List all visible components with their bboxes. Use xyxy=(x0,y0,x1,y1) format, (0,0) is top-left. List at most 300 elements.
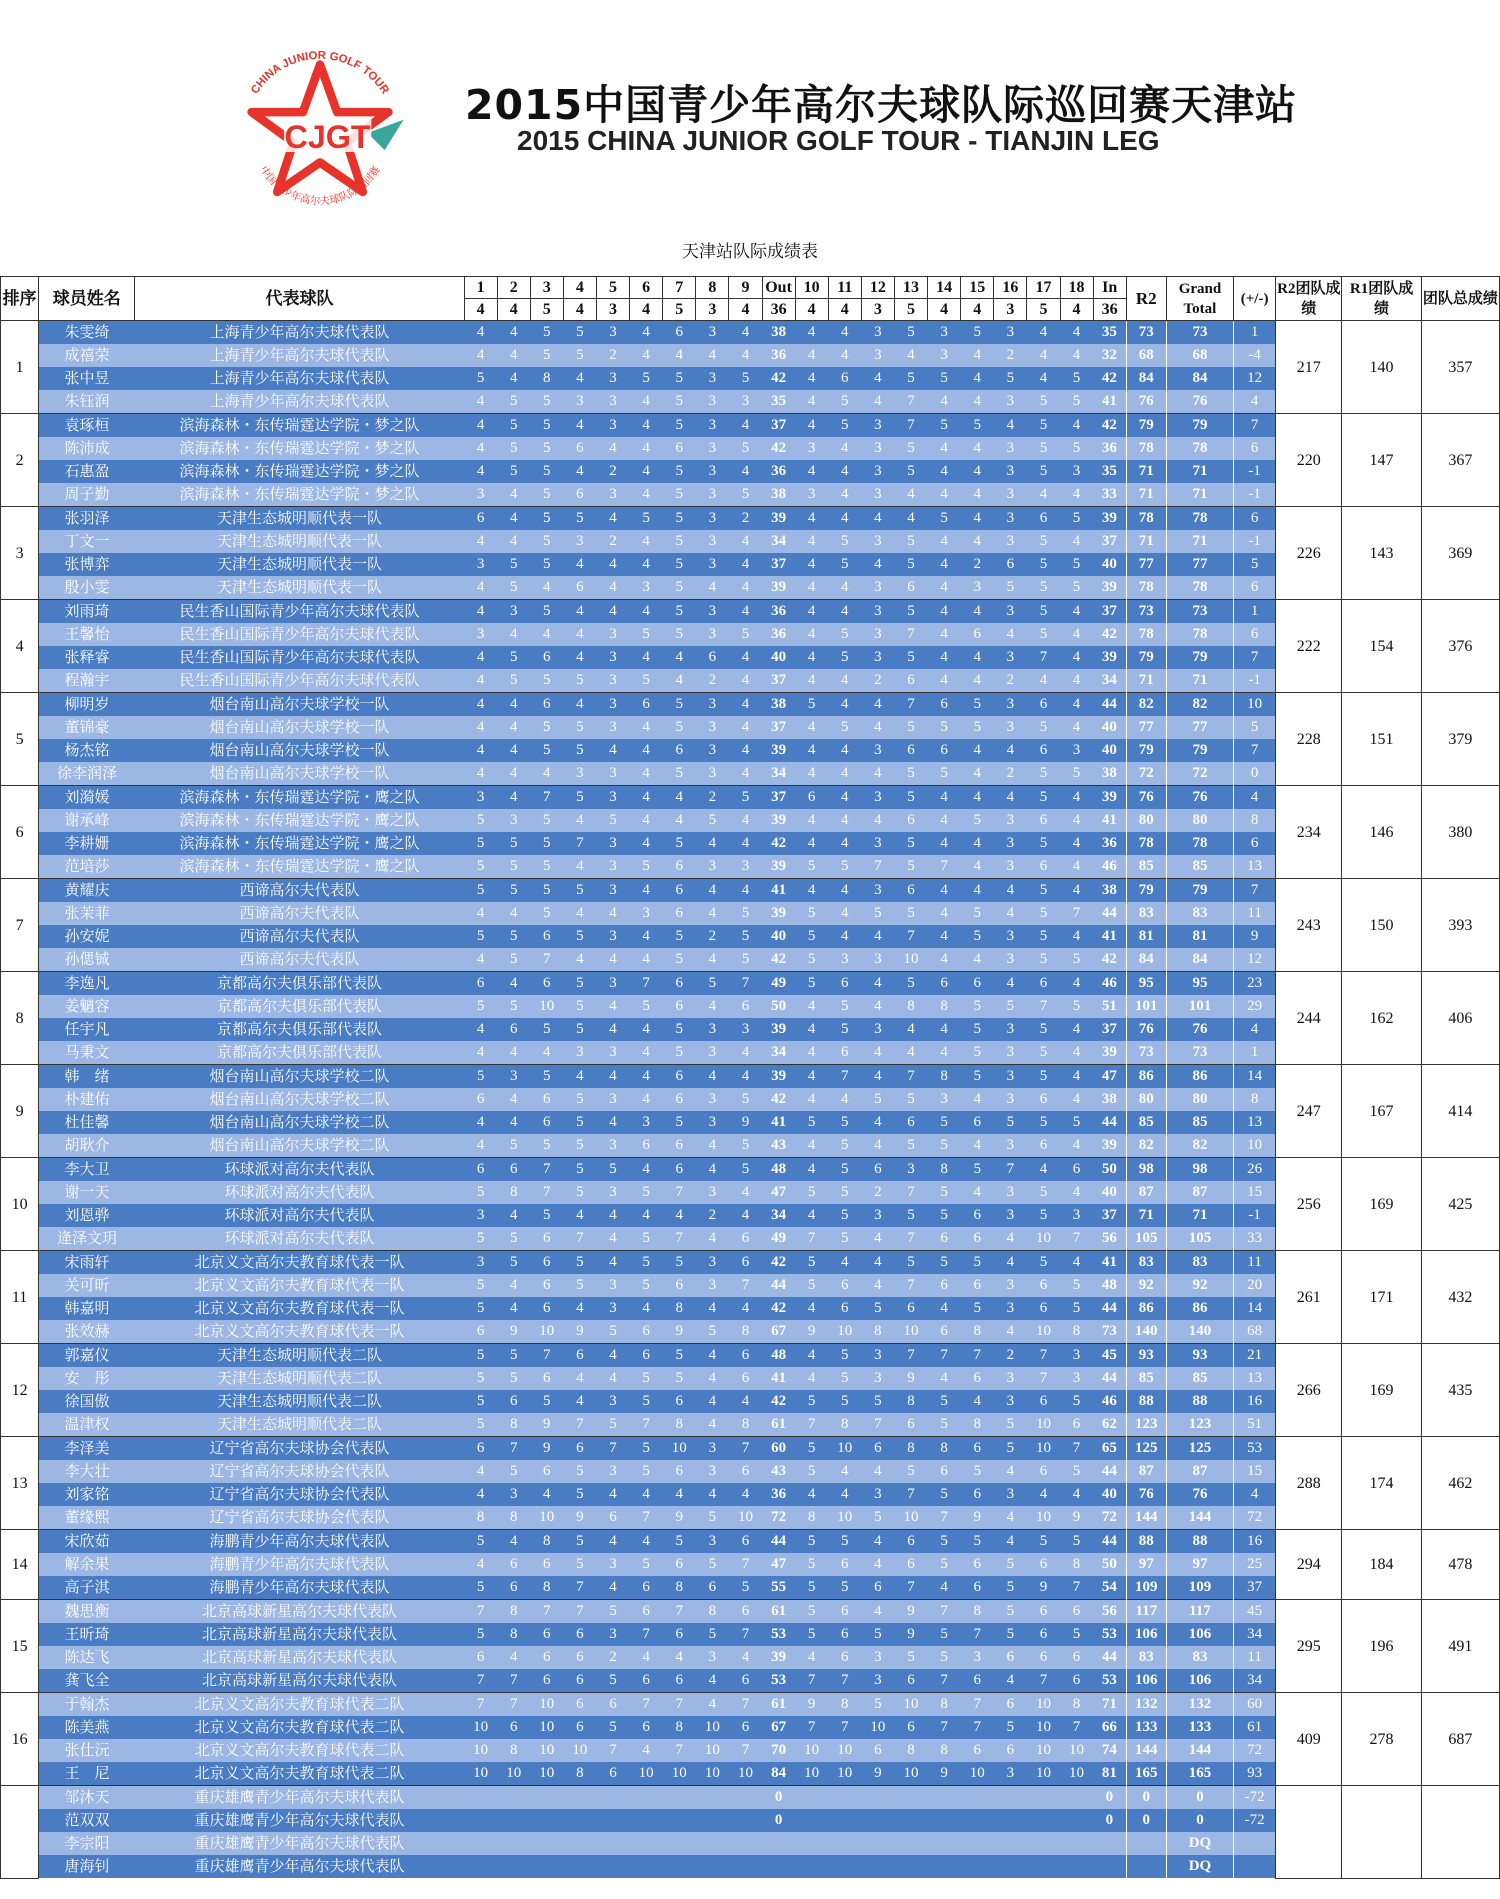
hole-score: 5 xyxy=(530,344,563,367)
hole-score: 6 xyxy=(530,1669,563,1693)
r2-score: 117 xyxy=(1126,1600,1166,1624)
hole-score: 3 xyxy=(464,1204,497,1227)
hole-score: 5 xyxy=(795,948,828,972)
in-score: 39 xyxy=(1093,576,1126,600)
in-score: 73 xyxy=(1093,1320,1126,1344)
r2-score: 77 xyxy=(1126,553,1166,576)
hole-score: 3 xyxy=(994,1204,1027,1227)
hole-score: 5 xyxy=(961,693,994,717)
plus-minus: 11 xyxy=(1234,902,1276,925)
hole-score xyxy=(928,1855,961,1878)
hole-score: 5 xyxy=(1027,576,1060,600)
hole-score: 7 xyxy=(1060,1576,1093,1600)
hole-score: 4 xyxy=(961,460,994,483)
hole-score: 7 xyxy=(894,1483,927,1506)
hole-score: 3 xyxy=(696,1530,729,1554)
r2-score: 132 xyxy=(1126,1693,1166,1717)
plus-minus: 9 xyxy=(1234,925,1276,948)
hole-score: 5 xyxy=(1060,1530,1093,1554)
hole-score: 5 xyxy=(795,1437,828,1461)
table-row xyxy=(1,1483,1500,1506)
hole-score: 5 xyxy=(1060,995,1093,1018)
plus-minus: 23 xyxy=(1234,972,1276,996)
in-score: 41 xyxy=(1093,809,1126,832)
hole-score: 8 xyxy=(961,1600,994,1624)
group-rank: 10 xyxy=(1,1158,39,1251)
hole-score: 4 xyxy=(1027,483,1060,507)
grand-total: 76 xyxy=(1166,1018,1233,1041)
r2-score: 76 xyxy=(1126,786,1166,810)
hole-score: 6 xyxy=(563,1669,596,1693)
r2-score: 144 xyxy=(1126,1739,1166,1762)
player-name: 刘雨琦 xyxy=(39,600,135,624)
hole-score: 6 xyxy=(729,1460,762,1483)
hole-score: 5 xyxy=(894,1460,927,1483)
hole-score: 2 xyxy=(596,1646,629,1669)
team-name: 民生香山国际青少年高尔夫球代表队 xyxy=(135,669,464,693)
hole-score: 3 xyxy=(596,855,629,879)
plus-minus: 21 xyxy=(1234,1344,1276,1368)
hole-score: 5 xyxy=(1027,1530,1060,1554)
hole-score: 5 xyxy=(1027,437,1060,460)
group-r2-team: 247 xyxy=(1276,1065,1342,1158)
hole-score: 6 xyxy=(663,321,696,345)
group-rank: 11 xyxy=(1,1251,39,1344)
hole-score: 4 xyxy=(994,1530,1027,1554)
r2-score: 80 xyxy=(1126,1088,1166,1111)
in-score: 46 xyxy=(1093,972,1126,996)
hole-score: 3 xyxy=(696,367,729,390)
out-score: 49 xyxy=(762,972,795,996)
hole-score: 3 xyxy=(696,1088,729,1111)
hole-score: 8 xyxy=(497,1739,530,1762)
hole-score: 5 xyxy=(729,948,762,972)
out-score: 53 xyxy=(762,1623,795,1646)
hole-score: 10 xyxy=(464,1716,497,1739)
hole-score: 5 xyxy=(828,553,861,576)
group-total: 425 xyxy=(1421,1158,1499,1251)
hole-score: 5 xyxy=(795,693,828,717)
group-r2-team: 217 xyxy=(1276,321,1342,414)
plus-minus: 4 xyxy=(1234,786,1276,810)
hole-score: 4 xyxy=(1027,344,1060,367)
hole-score: 4 xyxy=(630,1041,663,1065)
hole-score: 4 xyxy=(994,1227,1027,1251)
hole-score: 3 xyxy=(596,1460,629,1483)
r2-score: 87 xyxy=(1126,1460,1166,1483)
in-score: 41 xyxy=(1093,925,1126,948)
hole-number: 13 xyxy=(894,277,927,299)
hole-score: 5 xyxy=(464,1297,497,1320)
hole-score: 4 xyxy=(795,646,828,669)
hole-score: 3 xyxy=(861,623,894,646)
hole-score: 3 xyxy=(1060,1204,1093,1227)
player-name: 李宗阳 xyxy=(39,1832,135,1855)
hole-score: 7 xyxy=(729,1274,762,1297)
out-score: 42 xyxy=(762,367,795,390)
hole-score xyxy=(663,1855,696,1878)
hole-score: 5 xyxy=(630,367,663,390)
hole-score: 4 xyxy=(464,948,497,972)
hole-score xyxy=(530,1809,563,1832)
grand-total: 140 xyxy=(1166,1320,1233,1344)
plus-minus: 15 xyxy=(1234,1460,1276,1483)
hole-score: 6 xyxy=(530,1111,563,1134)
r2-score: 76 xyxy=(1126,390,1166,414)
hole-score: 6 xyxy=(729,1669,762,1693)
table-row xyxy=(1,1134,1500,1158)
hole-score: 4 xyxy=(464,693,497,717)
team-name: 上海青少年高尔夫球代表队 xyxy=(135,367,464,390)
group-r1-team: 150 xyxy=(1342,879,1421,972)
hole-score: 8 xyxy=(1060,1320,1093,1344)
table-row xyxy=(1,576,1500,600)
group-rank xyxy=(1,1786,39,1879)
hole-score: 4 xyxy=(497,344,530,367)
table-row xyxy=(1,1762,1500,1786)
out-score: 49 xyxy=(762,1227,795,1251)
group-total: 367 xyxy=(1421,414,1499,507)
team-name: 环球派对高尔夫代表队 xyxy=(135,1181,464,1204)
plus-minus: 11 xyxy=(1234,1646,1276,1669)
hole-score: 4 xyxy=(563,1390,596,1413)
hole-score: 4 xyxy=(596,1344,629,1368)
hole-par: 4 xyxy=(795,299,828,321)
plus-minus: 13 xyxy=(1234,1367,1276,1390)
hole-score: 3 xyxy=(696,507,729,531)
plus-minus: 5 xyxy=(1234,716,1276,739)
hole-score: 4 xyxy=(630,832,663,855)
hole-number: 9 xyxy=(729,277,762,299)
hole-score: 5 xyxy=(497,553,530,576)
hole-score: 3 xyxy=(696,1181,729,1204)
player-name: 张羽泽 xyxy=(39,507,135,531)
hole-score: 4 xyxy=(497,1088,530,1111)
hole-score xyxy=(464,1855,497,1878)
hole-score: 5 xyxy=(464,1390,497,1413)
hole-score: 4 xyxy=(596,1111,629,1134)
r2-score: 81 xyxy=(1126,925,1166,948)
hole-score: 5 xyxy=(861,1506,894,1530)
hole-score: 4 xyxy=(464,1460,497,1483)
in-score: 35 xyxy=(1093,321,1126,345)
player-name: 徐李润泽 xyxy=(39,762,135,786)
plus-minus: 34 xyxy=(1234,1623,1276,1646)
hole-score: 5 xyxy=(696,809,729,832)
hole-score: 4 xyxy=(596,948,629,972)
hole-score xyxy=(729,1809,762,1832)
hole-score: 10 xyxy=(530,1762,563,1786)
table-row xyxy=(1,1576,1500,1600)
in-score: 47 xyxy=(1093,1065,1126,1089)
group-r1-team: 162 xyxy=(1342,972,1421,1065)
hole-score: 5 xyxy=(596,1158,629,1182)
page-header xyxy=(0,0,1500,210)
player-name: 周子勤 xyxy=(39,483,135,507)
team-name: 烟台南山高尔夫球学校一队 xyxy=(135,716,464,739)
in-score: 44 xyxy=(1093,693,1126,717)
hole-score: 7 xyxy=(630,1623,663,1646)
out-score: 39 xyxy=(762,576,795,600)
table-row xyxy=(1,809,1500,832)
grand-total: 78 xyxy=(1166,623,1233,646)
hole-score: 5 xyxy=(928,716,961,739)
hole-score: 5 xyxy=(530,1390,563,1413)
hole-score: 5 xyxy=(1060,367,1093,390)
hole-score: 5 xyxy=(630,1181,663,1204)
hole-score: 5 xyxy=(894,367,927,390)
plus-minus: 4 xyxy=(1234,1483,1276,1506)
hole-score xyxy=(894,1832,927,1855)
hole-score: 10 xyxy=(530,1716,563,1739)
r2-score xyxy=(1126,1832,1166,1855)
col-rank: 排序 xyxy=(1,277,39,321)
hole-score: 3 xyxy=(994,321,1027,345)
group-r1-team: 140 xyxy=(1342,321,1421,414)
hole-score: 8 xyxy=(928,1437,961,1461)
hole-score: 4 xyxy=(994,1251,1027,1275)
hole-score: 6 xyxy=(497,1576,530,1600)
hole-score: 4 xyxy=(1060,414,1093,438)
r2-score: 92 xyxy=(1126,1274,1166,1297)
hole-score: 7 xyxy=(961,1693,994,1717)
player-name: 黄耀庆 xyxy=(39,879,135,903)
hole-score: 6 xyxy=(563,576,596,600)
hole-score xyxy=(563,1809,596,1832)
hole-number: 18 xyxy=(1060,277,1093,299)
hole-score: 3 xyxy=(696,1018,729,1041)
hole-score: 5 xyxy=(795,1600,828,1624)
hole-number: 6 xyxy=(630,277,663,299)
team-name: 天津生态城明顺代表二队 xyxy=(135,1344,464,1368)
hole-score: 7 xyxy=(630,972,663,996)
grand-total: 84 xyxy=(1166,367,1233,390)
player-name: 安 彤 xyxy=(39,1367,135,1390)
hole-score: 4 xyxy=(961,786,994,810)
in-score: 37 xyxy=(1093,600,1126,624)
player-name: 丁文一 xyxy=(39,530,135,553)
out-score: 39 xyxy=(762,507,795,531)
hole-score: 10 xyxy=(1027,1716,1060,1739)
hole-score xyxy=(464,1786,497,1810)
hole-score: 3 xyxy=(994,1274,1027,1297)
hole-score: 5 xyxy=(530,437,563,460)
r2-score: 101 xyxy=(1126,995,1166,1018)
hole-score: 6 xyxy=(928,1274,961,1297)
hole-score: 4 xyxy=(861,809,894,832)
hole-score: 6 xyxy=(497,1716,530,1739)
plus-minus: 45 xyxy=(1234,1600,1276,1624)
hole-score: 5 xyxy=(563,1088,596,1111)
hole-score: 6 xyxy=(961,1576,994,1600)
r2-score: 87 xyxy=(1126,1181,1166,1204)
in-score: 48 xyxy=(1093,1274,1126,1297)
in-score: 32 xyxy=(1093,344,1126,367)
hole-score: 5 xyxy=(663,483,696,507)
grand-total: 82 xyxy=(1166,1134,1233,1158)
hole-score: 10 xyxy=(464,1762,497,1786)
hole-score: 3 xyxy=(861,786,894,810)
hole-score: 5 xyxy=(795,1390,828,1413)
plus-minus: -1 xyxy=(1234,1204,1276,1227)
hole-score: 7 xyxy=(563,1600,596,1624)
group-total: 478 xyxy=(1421,1530,1499,1600)
hole-score: 5 xyxy=(828,855,861,879)
group-r2-team: 266 xyxy=(1276,1344,1342,1437)
hole-score: 5 xyxy=(1060,437,1093,460)
hole-score: 4 xyxy=(795,530,828,553)
hole-score: 4 xyxy=(928,483,961,507)
hole-score: 5 xyxy=(961,925,994,948)
plus-minus: -1 xyxy=(1234,530,1276,553)
hole-score: 3 xyxy=(795,437,828,460)
hole-score xyxy=(961,1832,994,1855)
r2-score: 83 xyxy=(1126,1646,1166,1669)
hole-score: 4 xyxy=(663,1204,696,1227)
hole-score: 4 xyxy=(729,1483,762,1506)
hole-score: 8 xyxy=(464,1506,497,1530)
hole-score: 10 xyxy=(828,1437,861,1461)
group-total xyxy=(1421,1786,1499,1879)
hole-score: 4 xyxy=(795,600,828,624)
hole-score: 4 xyxy=(729,762,762,786)
hole-score: 4 xyxy=(795,1158,828,1182)
hole-score: 3 xyxy=(696,437,729,460)
hole-score xyxy=(928,1786,961,1810)
player-name: 张仕沅 xyxy=(39,1739,135,1762)
hole-score: 5 xyxy=(1027,1251,1060,1275)
grand-total: 81 xyxy=(1166,925,1233,948)
hole-score: 6 xyxy=(663,437,696,460)
hole-score: 6 xyxy=(894,1413,927,1437)
group-r2-team: 220 xyxy=(1276,414,1342,507)
hole-score: 5 xyxy=(464,1623,497,1646)
hole-score: 3 xyxy=(994,437,1027,460)
hole-score: 5 xyxy=(828,1530,861,1554)
hole-score: 4 xyxy=(464,1134,497,1158)
hole-score: 6 xyxy=(663,1158,696,1182)
hole-score: 7 xyxy=(861,855,894,879)
hole-score: 4 xyxy=(497,321,530,345)
hole-score: 7 xyxy=(861,1413,894,1437)
hole-score: 5 xyxy=(530,716,563,739)
hole-score: 6 xyxy=(894,669,927,693)
hole-score: 5 xyxy=(894,530,927,553)
team-name: 京都高尔夫俱乐部代表队 xyxy=(135,995,464,1018)
hole-score: 5 xyxy=(663,576,696,600)
hole-score: 6 xyxy=(1027,1553,1060,1576)
in-score: 40 xyxy=(1093,1483,1126,1506)
hole-score: 4 xyxy=(928,553,961,576)
hole-score: 5 xyxy=(464,1530,497,1554)
hole-score: 4 xyxy=(994,623,1027,646)
player-name: 刘恩骅 xyxy=(39,1204,135,1227)
hole-score: 4 xyxy=(563,553,596,576)
hole-score: 7 xyxy=(530,1158,563,1182)
team-name: 烟台南山高尔夫球学校二队 xyxy=(135,1065,464,1089)
hole-score xyxy=(1027,1855,1060,1878)
table-row xyxy=(1,344,1500,367)
hole-score: 8 xyxy=(894,1437,927,1461)
table-row xyxy=(1,1646,1500,1669)
hole-score: 5 xyxy=(530,321,563,345)
team-name: 西谛高尔夫代表队 xyxy=(135,925,464,948)
hole-score: 7 xyxy=(961,1716,994,1739)
hole-score xyxy=(630,1809,663,1832)
hole-score: 4 xyxy=(1060,786,1093,810)
hole-score: 4 xyxy=(596,1204,629,1227)
hole-score: 3 xyxy=(729,855,762,879)
hole-score: 7 xyxy=(596,1739,629,1762)
hole-score xyxy=(497,1832,530,1855)
out-score: 42 xyxy=(762,1251,795,1275)
hole-score: 2 xyxy=(994,1344,1027,1368)
hole-score xyxy=(961,1855,994,1878)
hole-score: 5 xyxy=(497,576,530,600)
hole-score: 5 xyxy=(795,1530,828,1554)
hole-score: 7 xyxy=(563,1413,596,1437)
r2-score: 82 xyxy=(1126,693,1166,717)
in-score: 56 xyxy=(1093,1600,1126,1624)
hole-score xyxy=(961,1786,994,1810)
team-name: 北京高球新星高尔夫球代表队 xyxy=(135,1646,464,1669)
hole-score: 8 xyxy=(928,995,961,1018)
group-rank: 7 xyxy=(1,879,39,972)
hole-par: 5 xyxy=(530,299,563,321)
hole-score: 3 xyxy=(596,762,629,786)
hole-score xyxy=(630,1786,663,1810)
out-score: 40 xyxy=(762,925,795,948)
hole-score: 3 xyxy=(994,1041,1027,1065)
hole-score: 5 xyxy=(563,321,596,345)
hole-score: 4 xyxy=(497,716,530,739)
hole-score: 4 xyxy=(928,530,961,553)
hole-par: 4 xyxy=(497,299,530,321)
grand-total-label: Grand Total xyxy=(1178,280,1222,317)
hole-score: 5 xyxy=(828,623,861,646)
hole-score: 6 xyxy=(1027,1134,1060,1158)
hole-score: 5 xyxy=(530,879,563,903)
hole-score: 4 xyxy=(497,530,530,553)
grand-total: 71 xyxy=(1166,1204,1233,1227)
hole-score: 4 xyxy=(563,1297,596,1320)
hole-score: 4 xyxy=(828,879,861,903)
hole-score: 5 xyxy=(928,1530,961,1554)
hole-score: 6 xyxy=(464,1646,497,1669)
hole-score: 4 xyxy=(828,321,861,345)
group-r1-team: 147 xyxy=(1342,414,1421,507)
hole-score: 4 xyxy=(464,576,497,600)
team-name: 北京义文高尔夫教育球代表二队 xyxy=(135,1693,464,1717)
team-name: 烟台南山高尔夫球学校二队 xyxy=(135,1111,464,1134)
hole-score: 4 xyxy=(828,1483,861,1506)
in-score xyxy=(1093,1855,1126,1878)
plus-minus: 10 xyxy=(1234,1134,1276,1158)
hole-score: 6 xyxy=(961,1227,994,1251)
hole-score: 6 xyxy=(928,1227,961,1251)
hole-score xyxy=(497,1786,530,1810)
hole-score: 6 xyxy=(530,1553,563,1576)
hole-score: 4 xyxy=(630,1065,663,1089)
hole-score xyxy=(563,1855,596,1878)
hole-score: 10 xyxy=(696,1762,729,1786)
hole-score: 5 xyxy=(1060,1623,1093,1646)
hole-score: 4 xyxy=(630,1018,663,1041)
hole-score: 6 xyxy=(663,995,696,1018)
plus-minus: 61 xyxy=(1234,1716,1276,1739)
group-r1-team: 278 xyxy=(1342,1693,1421,1786)
hole-score: 5 xyxy=(663,414,696,438)
